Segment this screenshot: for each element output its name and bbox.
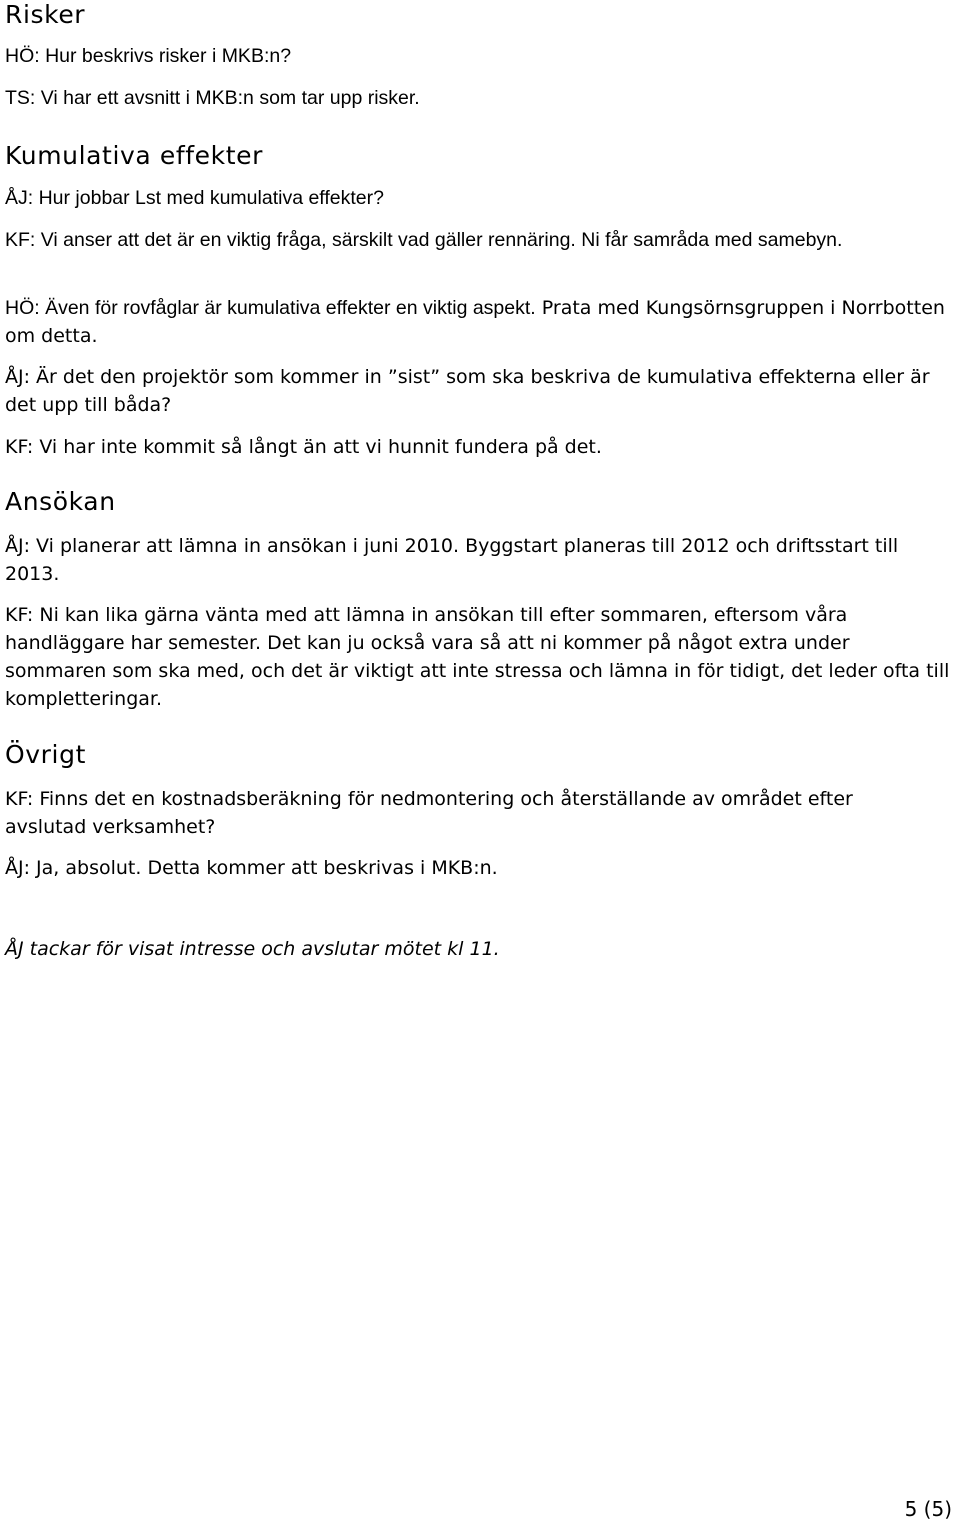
paragraph-kumulativa-3-part-2: Prata med Kungsörnsgruppen i Norrbotten om detta. — [5, 297, 945, 347]
paragraph-risker-1: HÖ: Hur beskrivs risker i MKB:n? — [5, 45, 292, 67]
heading-risker: Risker — [5, 0, 86, 29]
paragraph-kumulativa-3 — [5, 294, 960, 350]
heading-kumulativa-effekter: Kumulativa effekter — [5, 141, 263, 170]
page-number: 5 (5) — [904, 1497, 952, 1521]
paragraph-kumulativa-2: KF: Vi anser att det är en viktig fråga, särskilt vad gäller rennäring. Ni får samråda med samebyn. — [5, 229, 843, 251]
paragraph-kumulativa-4: ÅJ: Är det den projektör som kommer in ”sist” som ska beskriva de kumulativa effekterna eller är det upp till båda? — [5, 366, 930, 416]
paragraph-kumulativa-5: KF: Vi har inte kommit så långt än att vi hunnit fundera på det. — [5, 436, 602, 458]
paragraph-ovrigt-1: KF: Finns det en kostnadsberäkning för nedmontering och återställande av området efter avslutad verksamhet? — [5, 788, 853, 838]
paragraph-risker-2: TS: Vi har ett avsnitt i MKB:n som tar upp risker. — [5, 87, 420, 109]
paragraph-kumulativa-1: ÅJ: Hur jobbar Lst med kumulativa effekter? — [5, 187, 384, 209]
paragraph-ansokan-1: ÅJ: Vi planerar att lämna in ansökan i juni 2010. Byggstart planeras till 2012 och driftsstart till 2013. — [5, 535, 899, 585]
paragraph-ansokan-2: KF: Ni kan lika gärna vänta med att lämna in ansökan till efter sommaren, eftersom våra handläggare har semester. Det kan ju också vara så att ni kommer på något extra under sommaren som ska med, och det är viktigt att inte stressa och lämna in för tidigt, det leder ofta till kompletteringar. — [5, 604, 950, 710]
paragraph-ovrigt-2: ÅJ: Ja, absolut. Detta kommer att beskrivas i MKB:n. — [5, 857, 498, 879]
paragraph-kumulativa-3-part-1: HÖ: Även för rovfåglar är kumulativa effekter en viktig aspekt. — [5, 297, 536, 319]
closing-statement: ÅJ tackar för visat intresse och avslutar mötet kl 11. — [5, 938, 500, 960]
heading-ovrigt: Övrigt — [5, 740, 86, 769]
heading-ansokan: Ansökan — [5, 487, 116, 516]
